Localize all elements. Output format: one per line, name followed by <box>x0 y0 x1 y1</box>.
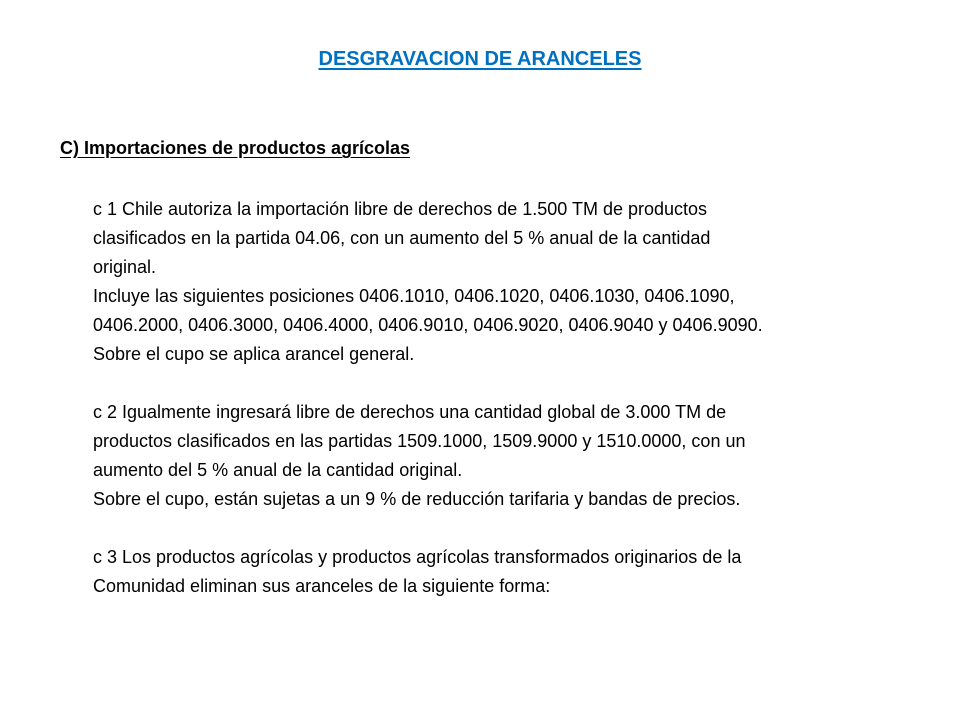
paragraph-spacer <box>93 369 913 398</box>
paragraph-spacer <box>93 514 913 543</box>
text-line: Comunidad eliminan sus aranceles de la siguiente forma: <box>93 576 551 596</box>
text-line: c 3 Los productos agrícolas y productos agrícolas transformados originarios de la <box>93 547 742 567</box>
paragraph-c2 <box>93 398 913 514</box>
slide-title: DESGRAVACION DE ARANCELES <box>318 48 642 70</box>
text-line: 0406.2000, 0406.3000, 0406.4000, 0406.9010, 0406.9020, 0406.9040 y 0406.9090. <box>93 315 763 335</box>
section-heading: C) Importaciones de productos agrícolas <box>60 138 411 158</box>
text-line: c 2 Igualmente ingresará libre de derechos una cantidad global de 3.000 TM de <box>93 402 727 422</box>
text-line: original. <box>93 257 157 277</box>
paragraph-c1 <box>93 195 913 369</box>
text-line: Sobre el cupo, están sujetas a un 9 % de reducción tarifaria y bandas de precios. <box>93 489 741 509</box>
text-line: Incluye las siguientes posiciones 0406.1010, 0406.1020, 0406.1030, 0406.1090, <box>93 286 735 306</box>
text-line: productos clasificados en las partidas 1509.1000, 1509.9000 y 1510.0000, con un <box>93 431 746 451</box>
text-line: c 1 Chile autoriza la importación libre de derechos de 1.500 TM de productos <box>93 199 708 219</box>
text-line: Sobre el cupo se aplica arancel general. <box>93 344 415 364</box>
text-line: aumento del 5 % anual de la cantidad original. <box>93 460 463 480</box>
paragraph-c3 <box>93 543 913 601</box>
slide-body <box>93 195 913 601</box>
text-line: clasificados en la partida 04.06, con un aumento del 5 % anual de la cantidad <box>93 228 711 248</box>
